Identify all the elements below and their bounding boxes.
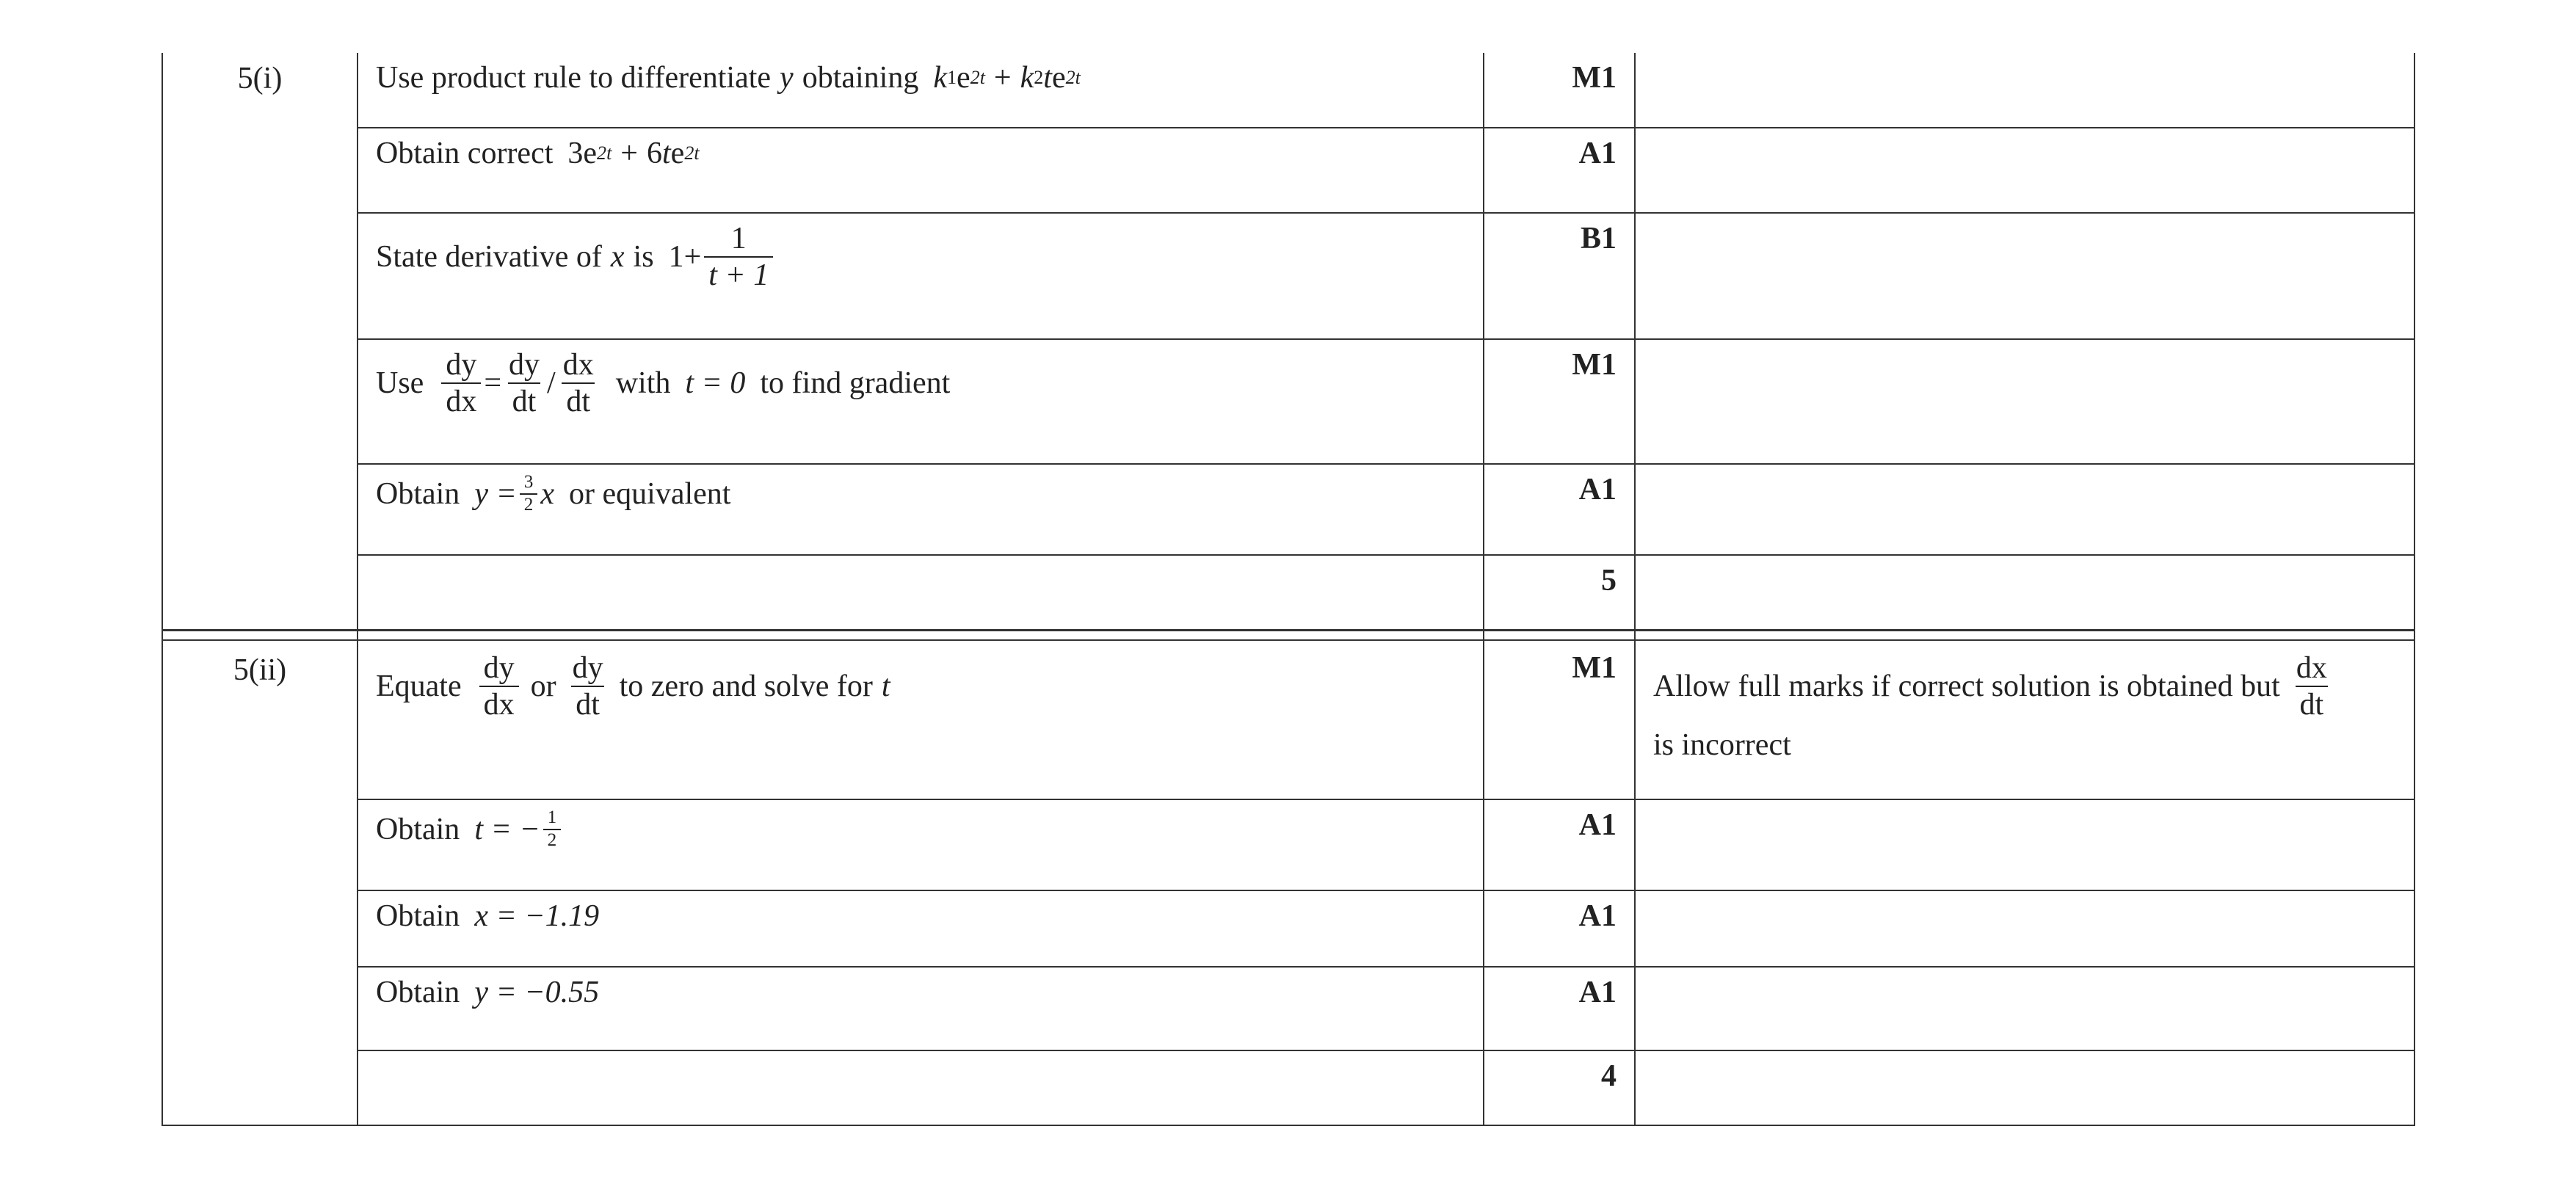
- fraction: $\frac{3}{2}$: [520, 472, 538, 516]
- mark-code: A1: [1484, 464, 1635, 555]
- guidance-cell: [1635, 555, 2414, 630]
- table-row: [162, 890, 2414, 967]
- guidance-cell: Allow full marks if correct solution is obtained but $\frac{dx}{dt}$ is incorrect: [1635, 631, 2414, 799]
- question-number: 5(i): [162, 53, 358, 630]
- question-number: 5(ii): [162, 631, 358, 1125]
- table-row: [162, 339, 2414, 464]
- total-marks: 5: [1484, 555, 1635, 630]
- fraction: $\frac{dy}{dx}$: [479, 650, 519, 723]
- mark-code: A1: [1484, 799, 1635, 890]
- table-row: [162, 464, 2414, 555]
- answer-cell: [358, 555, 1484, 630]
- guidance-cell: [1635, 890, 2414, 967]
- answer-cell: [358, 1050, 1484, 1125]
- table-row: [162, 799, 2414, 890]
- fraction: $\frac{dx}{dt}$: [562, 348, 594, 419]
- answer-cell: Use product rule to differentiate y obtaining k 1 e 2t + k 2 t e 2t: [358, 53, 1484, 128]
- guidance-cell: [1635, 967, 2414, 1050]
- total-marks: 4: [1484, 1050, 1635, 1125]
- fraction: $\frac{1}{2}$: [543, 807, 562, 852]
- mark-scheme-table-part-i: [162, 53, 2415, 631]
- fraction: $\frac{dx}{dt}$: [2296, 651, 2327, 722]
- guidance-cell: [1635, 213, 2414, 339]
- guidance-cell: [1635, 1050, 2414, 1125]
- mark-code: M1: [1484, 339, 1635, 464]
- table-row: [162, 53, 2414, 128]
- answer-cell: Equate $\frac{dy}{dx}$ or $\frac{dy}{dt}$ to zero and solve for t: [358, 631, 1484, 799]
- table-row: [162, 555, 2414, 630]
- table-row: [162, 213, 2414, 339]
- table-row: [162, 631, 2414, 799]
- mark-code: A1: [1484, 890, 1635, 967]
- guidance-cell: [1635, 128, 2414, 213]
- fraction: $\frac{dy}{dt}$: [509, 348, 540, 419]
- mark-scheme-table-part-ii: [162, 630, 2415, 1126]
- table-row: [162, 128, 2414, 213]
- guidance-cell: [1635, 339, 2414, 464]
- table-row: [162, 967, 2414, 1050]
- mark-code: M1: [1484, 631, 1635, 799]
- guidance-cell: [1635, 53, 2414, 128]
- mark-code: A1: [1484, 128, 1635, 213]
- guidance-cell: [1635, 464, 2414, 555]
- table-row: [162, 1050, 2414, 1125]
- mark-code: B1: [1484, 213, 1635, 339]
- mark-code: A1: [1484, 967, 1635, 1050]
- fraction: $\frac{1}{t + 1}$: [704, 221, 773, 294]
- fraction: $\frac{dy}{dx}$: [441, 347, 481, 420]
- answer-cell: State derivative of x is 1+ $\frac{1}{t + 1}$: [358, 213, 1484, 339]
- guidance-cell: [1635, 799, 2414, 890]
- answer-cell: Obtain y = $\frac{3}{2}$ x or equivalent: [358, 464, 1484, 555]
- mark-code: M1: [1484, 53, 1635, 128]
- answer-cell: Obtain x = −1.19: [358, 890, 1484, 967]
- answer-cell: Obtain t = − $\frac{1}{2}$: [358, 799, 1484, 890]
- answer-cell: Obtain y = −0.55: [358, 967, 1484, 1050]
- answer-cell: Use $\frac{dy}{dx}$ = $\frac{dy}{dt}$ / $\frac{dx}{dt}$ with t = 0 to find gradient: [358, 339, 1484, 464]
- fraction: $\frac{dy}{dt}$: [572, 651, 603, 722]
- answer-cell: Obtain correct 3e 2t + 6 t e 2t: [358, 128, 1484, 213]
